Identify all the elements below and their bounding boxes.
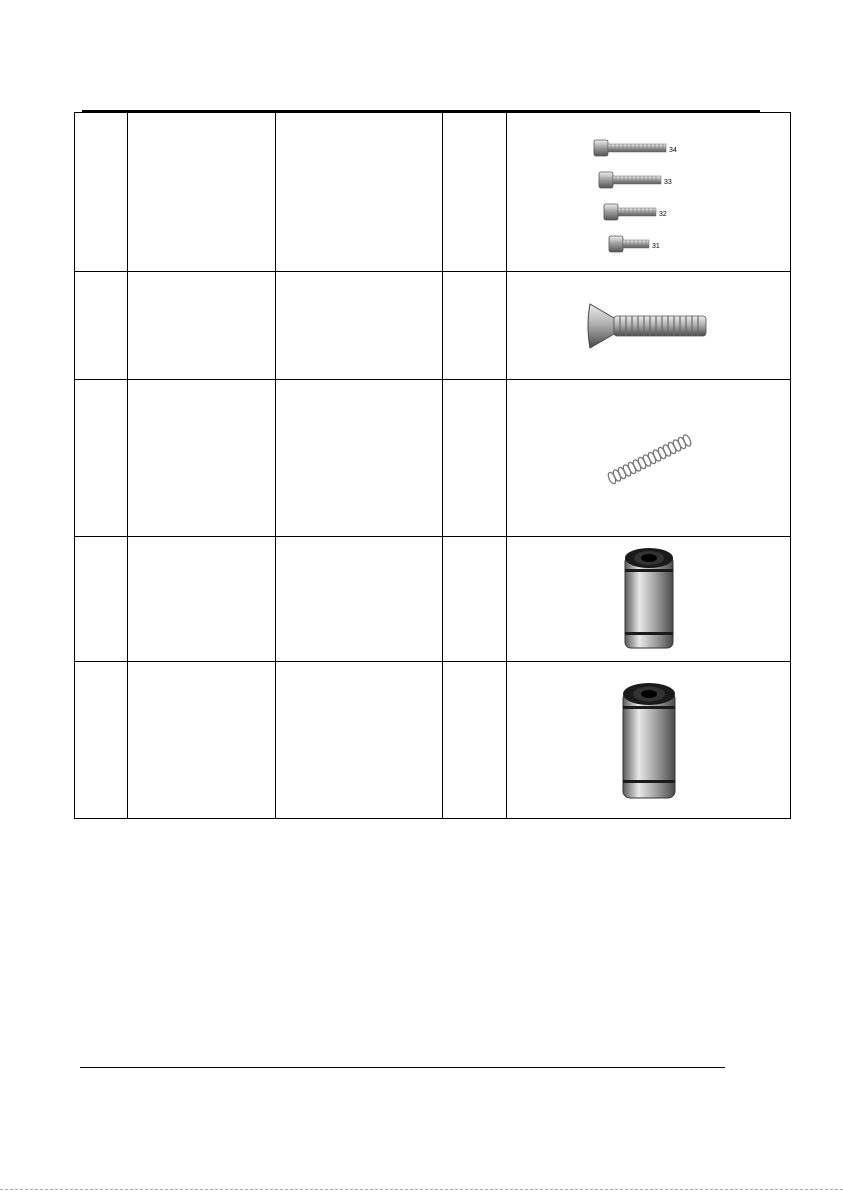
item-number-cell xyxy=(75,272,128,380)
cap-screws-set-icon xyxy=(589,122,709,262)
countersunk-screw-icon xyxy=(584,296,714,356)
image-cell xyxy=(507,662,791,819)
table-row xyxy=(75,272,791,380)
image-cell xyxy=(507,537,791,662)
part-name-cell xyxy=(128,272,276,380)
table-row xyxy=(75,113,791,272)
image-cell xyxy=(507,380,791,537)
table-row xyxy=(75,537,791,662)
item-number-cell xyxy=(75,113,128,272)
screw-label: 34 xyxy=(668,147,677,154)
compression-spring-icon xyxy=(604,428,694,488)
item-number-cell xyxy=(75,537,128,662)
spec-cell xyxy=(276,272,443,380)
part-name-cell xyxy=(128,380,276,537)
quantity-cell xyxy=(443,380,507,537)
image-cell xyxy=(507,272,791,380)
screw-label: 33 xyxy=(663,179,672,186)
spec-cell xyxy=(276,537,443,662)
image-cell xyxy=(507,113,791,272)
linear-bearing-icon xyxy=(619,544,679,654)
quantity-cell xyxy=(443,113,507,272)
screw-label: 31 xyxy=(651,243,660,250)
page-edge-dashed-line xyxy=(0,1189,843,1190)
spec-cell xyxy=(276,380,443,537)
part-name-cell xyxy=(128,113,276,272)
quantity-cell xyxy=(443,662,507,819)
spec-cell xyxy=(276,113,443,272)
quantity-cell xyxy=(443,272,507,380)
parts-table xyxy=(74,112,791,819)
part-name-cell xyxy=(128,537,276,662)
table-row xyxy=(75,380,791,537)
spec-cell xyxy=(276,662,443,819)
item-number-cell xyxy=(75,662,128,819)
table-row xyxy=(75,662,791,819)
linear-bearing-long-icon xyxy=(617,678,681,803)
screw-label: 32 xyxy=(658,211,667,218)
item-number-cell xyxy=(75,380,128,537)
footer-rule xyxy=(80,1067,725,1068)
part-name-cell xyxy=(128,662,276,819)
quantity-cell xyxy=(443,537,507,662)
